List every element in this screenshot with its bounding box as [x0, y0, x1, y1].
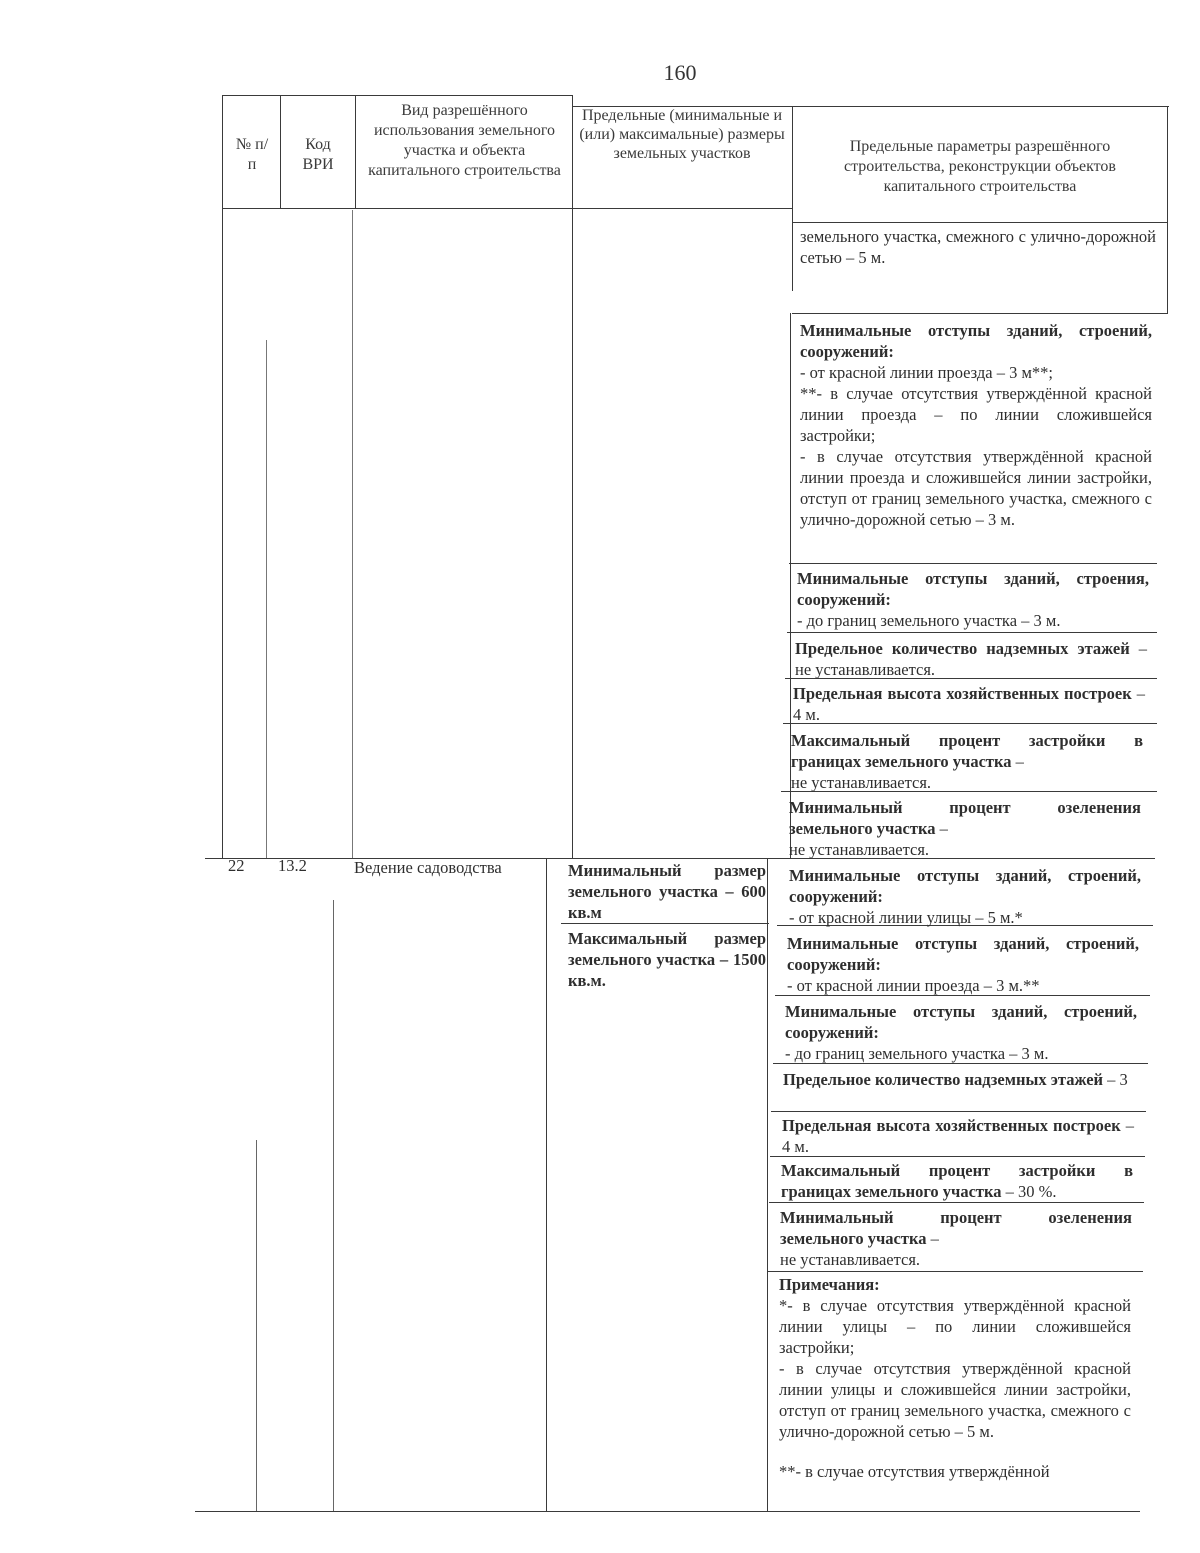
params-cell — [783, 1069, 1135, 1090]
params-cell — [787, 933, 1139, 996]
col-divider-code-faint — [352, 210, 353, 858]
table-top-border — [222, 95, 572, 96]
params-title: Максимальный процент застройки в границах земельного участка — [791, 731, 1143, 771]
params-text: не устанавливается. — [780, 1250, 921, 1269]
table-bottom-border — [195, 1511, 1140, 1512]
row-22-type: Ведение садоводства — [354, 858, 502, 877]
size-max-text: Максимальный размер земельного участка – 1500 кв.м. — [568, 929, 766, 990]
size-divider — [561, 923, 769, 924]
col-divider-type — [572, 95, 573, 858]
col-divider-code — [355, 95, 356, 208]
params-cell — [782, 1115, 1134, 1157]
params-divider — [769, 1202, 1144, 1203]
col-divider-type-lower — [546, 858, 547, 1511]
table-right-border — [1167, 106, 1168, 313]
header-type: Вид разрешённого использования земельного участка и объекта капитального строительства — [368, 102, 561, 179]
params-text: - до границ земельного участка – 3 м. — [785, 1044, 1049, 1063]
size-min-text: Минимальный размер земельного участка – 600 кв.м — [568, 861, 766, 922]
params-cell — [789, 797, 1141, 860]
page-number: 160 — [663, 60, 697, 85]
notes-text: **- в случае отсутствия утверждённой — [779, 1462, 1050, 1481]
col-divider-num — [280, 95, 281, 208]
params-title: Минимальные отступы зданий, строений, сооружений: — [800, 321, 1152, 361]
params-text: - от красной линии проезда – 3 м.** — [787, 976, 1040, 995]
params-text: - в случае отсутствия утверждённой красной линии проезда и сложившейся линии застройки, отступ от границ земельного участка, смежного с улично-дорожной сетью – 3 м. — [800, 447, 1152, 529]
params-cell — [793, 683, 1145, 725]
header-num: № п/п — [235, 136, 269, 173]
size-max-cell — [568, 928, 766, 991]
params-cell — [797, 568, 1149, 631]
params-cell — [800, 226, 1156, 268]
header-code: Код ВРИ — [302, 136, 334, 173]
params-divider — [771, 1111, 1146, 1112]
header-size: Предельные (минимальные и (или) максимальные) размеры земельных участков — [579, 107, 785, 162]
params-title: Предельное количество надземных этажей — [795, 639, 1130, 658]
params-title: Минимальные отступы зданий, строения, сооружений: — [797, 569, 1149, 609]
params-text: – 3 — [1103, 1070, 1128, 1089]
col-divider-size-lower — [767, 858, 768, 1511]
params-text: не устанавливается. — [791, 773, 932, 792]
params-text: не устанавливается. — [789, 840, 930, 859]
header-bottom-border — [222, 208, 792, 209]
col-divider-size — [792, 106, 793, 291]
params-text: – 4 м. — [793, 684, 1146, 724]
notes-title: Примечания: — [779, 1275, 880, 1294]
notes-cell — [779, 1274, 1131, 1482]
params-text: – — [935, 819, 948, 838]
params-divider — [792, 222, 1168, 223]
params-title: Предельная высота хозяйственных построек — [793, 684, 1132, 703]
params-divider — [792, 313, 1168, 314]
params-cell — [789, 865, 1141, 928]
params-divider — [768, 1271, 1143, 1272]
col-divider-num-faint — [266, 340, 267, 858]
params-divider — [787, 632, 1157, 633]
params-text: - от красной линии проезда – 3 м**; — [800, 363, 1054, 382]
notes-text: - в случае отсутствия утверждённой красной линии улицы и сложившейся линии застройки, отступ от границ земельного участка, смежного с улично-дорожной сетью – 5 м. — [779, 1359, 1131, 1441]
col-divider-code-lower — [333, 900, 334, 1511]
params-text: земельного участка, смежного с улично-дорожной сетью – 5 м. — [800, 227, 1156, 267]
params-text: - от красной линии улицы – 5 м.* — [789, 908, 1023, 927]
params-cell — [795, 638, 1147, 680]
params-text: – — [1011, 752, 1024, 771]
table-left-border — [222, 95, 223, 858]
size-min-cell — [568, 860, 766, 923]
header-params: Предельные параметры разрешённого строительства, реконструкции объектов капитального строительства — [844, 138, 1116, 195]
params-title: Максимальный процент застройки в границах земельного участка — [781, 1161, 1133, 1201]
params-title: Предельное количество надземных этажей — [783, 1070, 1104, 1089]
params-text: – не устанавливается. — [795, 639, 1147, 679]
row-22-code: 13.2 — [278, 856, 307, 875]
params-title: Предельная высота хозяйственных построек — [782, 1116, 1121, 1135]
params-title: Минимальные отступы зданий, строений, сооружений: — [785, 1002, 1137, 1042]
notes-text: *- в случае отсутствия утверждённой красной линии улицы – по линии сложившейся застройки; — [779, 1296, 1131, 1357]
row-22-number: 22 — [228, 856, 245, 875]
params-cell — [800, 320, 1152, 530]
params-title: Минимальные отступы зданий, строений, сооружений: — [787, 934, 1139, 974]
params-cell — [785, 1001, 1137, 1064]
params-cell — [780, 1207, 1132, 1270]
params-cell — [781, 1160, 1133, 1202]
params-text: **- в случае отсутствия утверждённой красной линии проезда – по линии сложившейся застройки; — [800, 384, 1152, 445]
params-divider — [789, 563, 1157, 564]
params-text: – — [926, 1229, 939, 1248]
params-text: - до границ земельного участка – 3 м. — [797, 611, 1061, 630]
params-title: Минимальный процент озеленения земельного участка — [789, 798, 1141, 838]
col-divider-num-lower — [256, 1140, 257, 1511]
params-text: – 4 м. — [782, 1116, 1135, 1156]
params-cell — [791, 730, 1143, 793]
params-title: Минимальный процент озеленения земельного участка — [780, 1208, 1132, 1248]
params-title: Минимальные отступы зданий, строений, сооружений: — [789, 866, 1141, 906]
params-text: – 30 %. — [1001, 1182, 1057, 1201]
